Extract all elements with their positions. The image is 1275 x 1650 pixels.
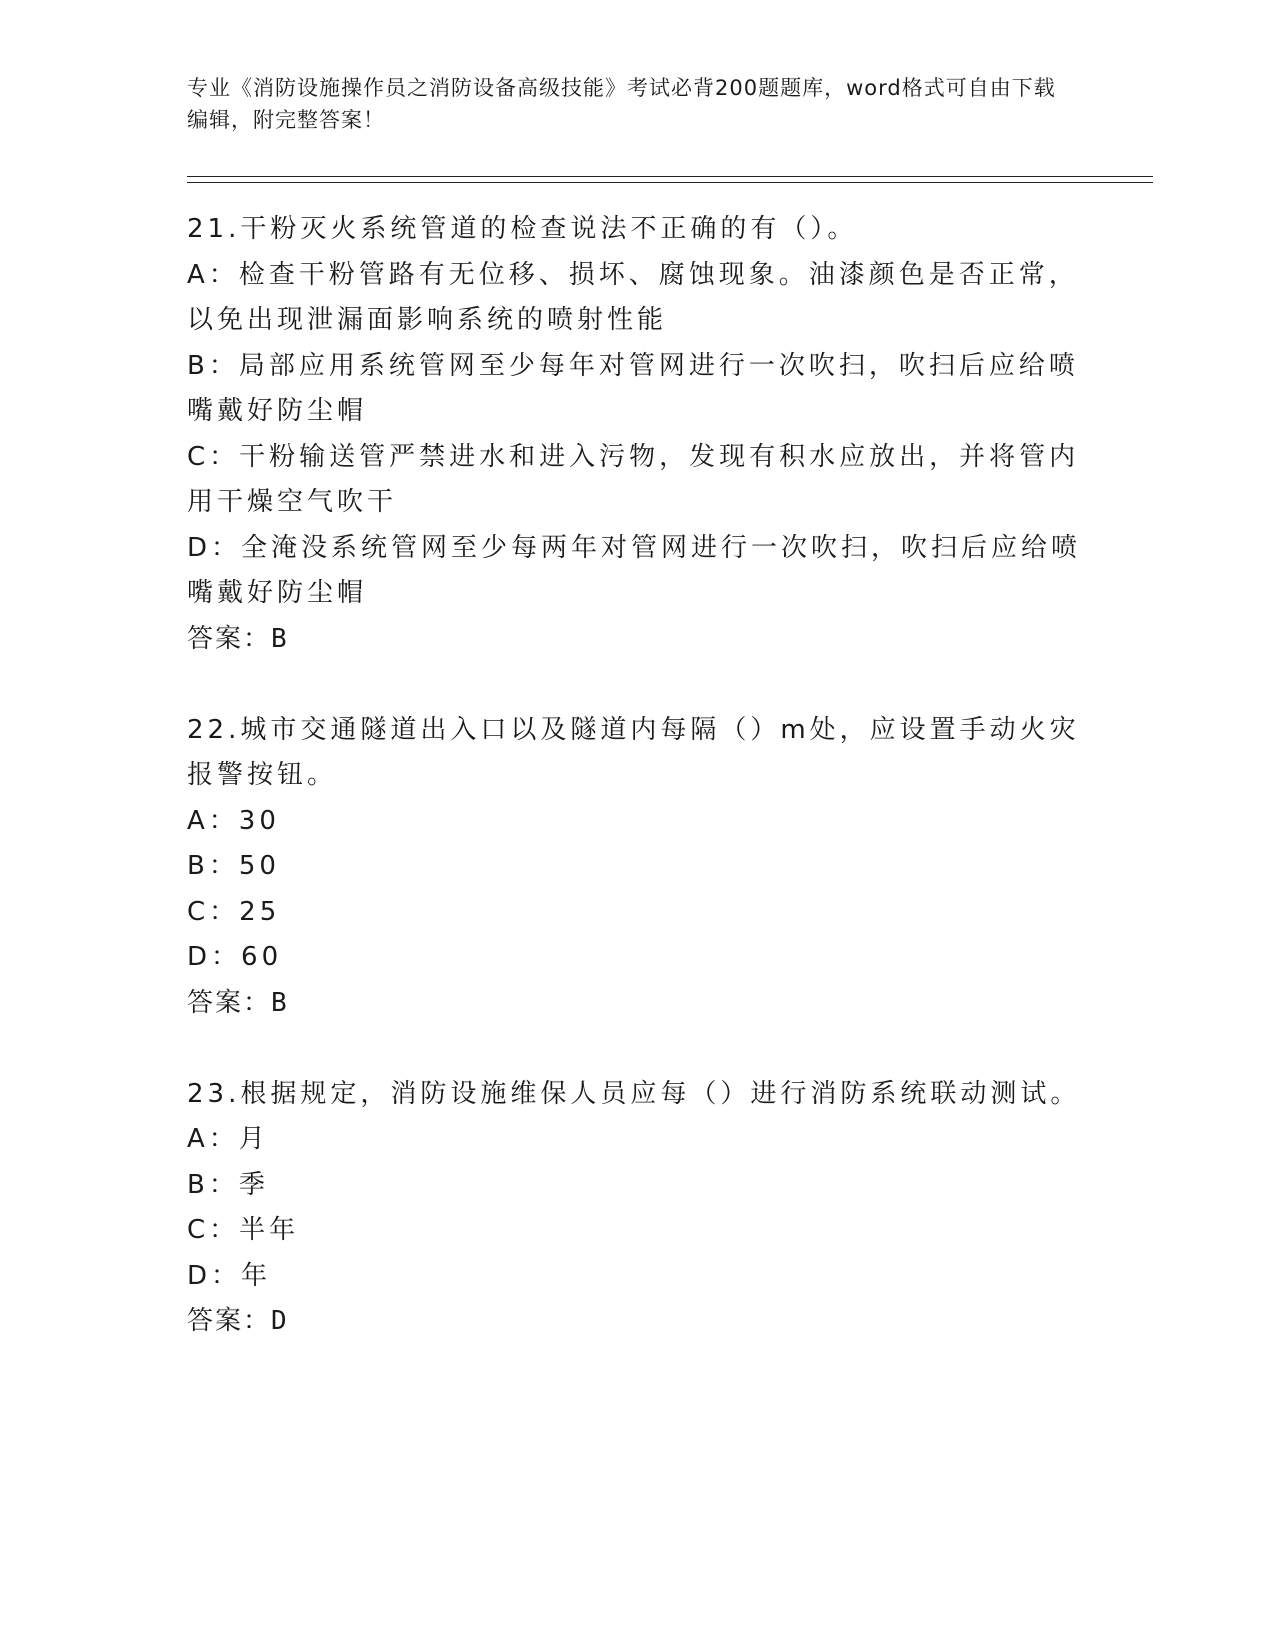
question-list [187,207,1087,1390]
header-title: 专业《消防设施操作员之消防设备高级技能》考试必背200题题库，word格式可自由下载编辑，附完整答案！ [187,76,1056,132]
option-b: B：50 [187,851,280,881]
question-22 [187,708,1087,1027]
option-a: A：检查干粉管路有无位移、损坏、腐蚀现象。油漆颜色是否正常，以免出现泄漏面影响系统的喷射性能 [187,259,1079,335]
answer: 答案：D [187,1306,289,1336]
option-c: C：25 [187,896,281,927]
option-a: A：月 [187,1124,269,1154]
header-double-rule [187,176,1153,183]
option-b: B：季 [187,1169,269,1200]
answer: 答案：B [187,623,289,654]
option-c: C：半年 [187,1215,300,1245]
question-23 [187,1072,1087,1345]
answer: 答案：B [187,987,289,1018]
option-d: D：60 [187,942,283,972]
question-stem: 22.城市交通隧道出入口以及隧道内每隔（）m处，应设置手动火灾报警按钮。 [187,714,1080,790]
question-21 [187,207,1087,662]
question-stem: 23.根据规定，消防设施维保人员应每（）进行消防系统联动测试。 [187,1078,1081,1109]
option-c: C：干粉输送管严禁进水和进入污物，发现有积水应放出，并将管内用干燥空气吹干 [187,441,1080,517]
document-header [187,72,1067,136]
option-b: B：局部应用系统管网至少每年对管网进行一次吹扫，吹扫后应给喷嘴戴好防尘帽 [187,350,1079,426]
question-stem: 21.干粉灭火系统管道的检查说法不正确的有（）。 [187,214,858,244]
option-d: D：年 [187,1260,272,1291]
option-d: D：全淹没系统管网至少每两年对管网进行一次吹扫，吹扫后应给喷嘴戴好防尘帽 [187,532,1082,608]
option-a: A：30 [187,805,280,836]
